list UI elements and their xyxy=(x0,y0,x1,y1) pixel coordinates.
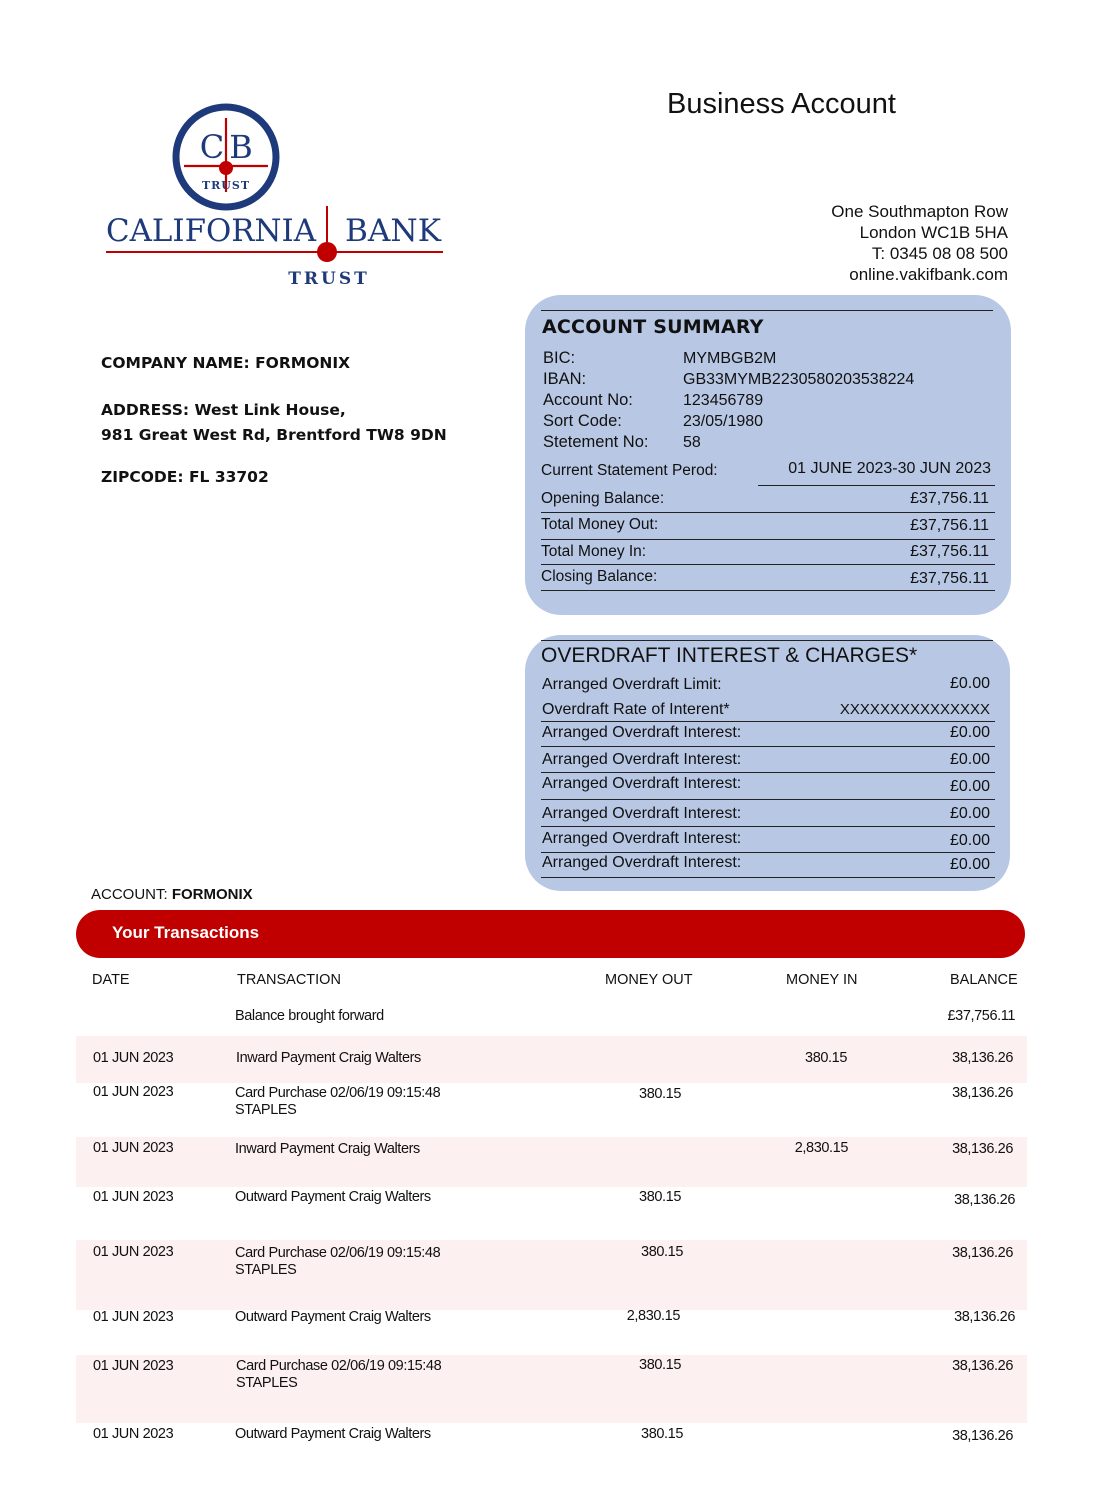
table-row-money-out: 380.15 xyxy=(641,1244,683,1260)
total-money-in-label: Total Money In: xyxy=(541,543,647,560)
bic-value: MYMBGB2M xyxy=(683,350,777,367)
table-row-date: 01 JUN 2023 xyxy=(93,1050,174,1066)
table-row-balance: 38,136.26 xyxy=(952,1141,1013,1157)
table-row-description: Inward Payment Craig Walters xyxy=(235,1141,420,1157)
table-row-description: Outward Payment Craig Walters xyxy=(235,1426,431,1442)
overdraft-rate-label: Overdraft Rate of Interent* xyxy=(542,701,730,718)
logo-monogram-b: B xyxy=(229,128,253,166)
opening-balance-label: Opening Balance: xyxy=(541,490,665,507)
table-row-description: Inward Payment Craig Walters xyxy=(236,1050,421,1066)
overdraft-limit-label: Arranged Overdraft Limit: xyxy=(542,676,722,693)
row-tint xyxy=(76,1355,1027,1423)
bank-website: online.vakifbank.com xyxy=(849,265,1008,284)
company-address xyxy=(101,398,447,448)
table-row-date: 01 JUN 2023 xyxy=(93,1426,174,1442)
bank-address-line: London WC1B 5HA xyxy=(859,223,1008,242)
table-row-date: 01 JUN 2023 xyxy=(93,1309,174,1325)
account-prefix: ACCOUNT: xyxy=(91,886,172,903)
divider xyxy=(541,640,993,641)
sort-code-label: Sort Code: xyxy=(543,412,622,430)
table-row-description: Outward Payment Craig Walters xyxy=(235,1309,431,1325)
statement-no-label: Stetement No: xyxy=(543,433,649,451)
row-tint xyxy=(76,1137,1027,1187)
closing-balance-label: Closing Balance: xyxy=(541,568,658,585)
overdraft-interest-value: £0.00 xyxy=(949,778,990,795)
logo-sub: TRUST xyxy=(288,269,370,289)
company-zipcode: ZIPCODE: FL 33702 xyxy=(101,468,269,486)
sort-code-value: 23/05/1980 xyxy=(683,413,764,430)
account-name: FORMONIX xyxy=(171,886,253,903)
table-row-date: 01 JUN 2023 xyxy=(93,1358,174,1374)
table-row-money-out: 2,830.15 xyxy=(626,1308,680,1324)
logo-monogram-sub: TRUST xyxy=(201,179,251,192)
overdraft-interest-value: £0.00 xyxy=(949,751,990,768)
table-row-date: 01 JUN 2023 xyxy=(93,1244,174,1260)
table-row-balance: £37,756.11 xyxy=(947,1008,1015,1024)
column-header-date: DATE xyxy=(92,972,130,988)
account-summary-heading: ACCOUNT SUMMARY xyxy=(542,316,764,338)
table-row-description-detail: STAPLES xyxy=(235,1262,297,1278)
bank-address-line: One Southmapton Row xyxy=(831,202,1008,221)
account-line xyxy=(91,886,253,903)
table-row-balance: 38,136.26 xyxy=(954,1192,1015,1208)
account-summary-panel xyxy=(525,295,1011,615)
statement-period-label: Current Statement Perod: xyxy=(541,462,718,479)
account-no-value: 123456789 xyxy=(683,392,764,409)
company-name: COMPANY NAME: FORMONIX xyxy=(101,354,351,372)
overdraft-interest-label: Arranged Overdraft Interest: xyxy=(542,830,742,847)
table-row-balance: 38,136.26 xyxy=(952,1050,1013,1066)
overdraft-interest-value: £0.00 xyxy=(949,805,990,822)
overdraft-rate-value: XXXXXXXXXXXXXXX xyxy=(839,701,990,718)
transactions-title: Your Transactions xyxy=(112,923,260,942)
overdraft-heading: OVERDRAFT INTEREST & CHARGES* xyxy=(541,644,918,667)
logo-name-left: CALIFORNIA xyxy=(106,213,317,249)
table-row-money-out: 380.15 xyxy=(639,1357,681,1373)
table-row-date: 01 JUN 2023 xyxy=(93,1189,174,1205)
bank-address xyxy=(831,201,1008,285)
statement-no-value: 58 xyxy=(683,434,701,451)
divider xyxy=(541,310,993,311)
logo-name-right: BANK xyxy=(345,213,442,249)
divider xyxy=(541,877,995,878)
total-money-out-value: £37,756.11 xyxy=(910,517,989,534)
table-row-money-out: 380.15 xyxy=(639,1086,681,1102)
divider xyxy=(541,512,995,513)
document-title: Business Account xyxy=(667,88,896,120)
table-row-description: Card Purchase 02/06/19 09:15:48 xyxy=(236,1358,442,1374)
divider xyxy=(758,485,995,486)
total-money-out-label: Total Money Out: xyxy=(541,516,659,533)
row-tint xyxy=(76,1036,1027,1083)
divider xyxy=(541,852,995,853)
table-row-description: Card Purchase 02/06/19 09:15:48 xyxy=(235,1245,441,1261)
iban-value: GB33MYMB2230580203538224 xyxy=(683,371,915,388)
table-row-money-in: 2,830.15 xyxy=(794,1140,848,1156)
table-row-description: Card Purchase 02/06/19 09:15:48 xyxy=(235,1085,441,1101)
opening-balance-value: £37,756.11 xyxy=(910,490,989,507)
table-row-money-out: 380.15 xyxy=(641,1426,683,1442)
column-header-balance: BALANCE xyxy=(950,972,1018,988)
divider xyxy=(541,772,995,773)
total-money-in-value: £37,756.11 xyxy=(910,543,989,560)
bank-logo xyxy=(100,100,450,295)
divider xyxy=(541,564,995,565)
column-header-money-out: MONEY OUT xyxy=(605,972,693,988)
table-row-description-detail: STAPLES xyxy=(235,1102,297,1118)
table-row-description-detail: STAPLES xyxy=(236,1375,298,1391)
table-row-money-in: 380.15 xyxy=(805,1050,847,1066)
table-row-balance: 38,136.26 xyxy=(952,1428,1013,1444)
overdraft-interest-value: £0.00 xyxy=(949,724,990,741)
row-tint xyxy=(76,1240,1027,1310)
table-row-money-out: 380.15 xyxy=(639,1189,681,1205)
column-header-transaction: TRANSACTION xyxy=(237,972,341,988)
bank-phone: T: 0345 08 08 500 xyxy=(871,244,1008,263)
overdraft-interest-label: Arranged Overdraft Interest: xyxy=(542,854,742,871)
column-header-money-in: MONEY IN xyxy=(786,972,858,988)
table-row-description: Balance brought forward xyxy=(235,1008,384,1024)
ampersand-icon xyxy=(317,242,337,262)
divider xyxy=(541,539,995,540)
overdraft-interest-label: Arranged Overdraft Interest: xyxy=(542,805,742,822)
overdraft-interest-value: £0.00 xyxy=(949,856,990,873)
account-no-label: Account No: xyxy=(543,391,633,409)
table-row-description: Outward Payment Craig Walters xyxy=(235,1189,431,1205)
table-row-balance: 38,136.26 xyxy=(952,1085,1013,1101)
bic-label: BIC: xyxy=(543,349,576,367)
divider xyxy=(541,721,995,722)
overdraft-interest-label: Arranged Overdraft Interest: xyxy=(542,724,742,741)
overdraft-interest-label: Arranged Overdraft Interest: xyxy=(542,751,742,768)
statement-period-value: 01 JUNE 2023-30 JUN 2023 xyxy=(788,460,991,477)
iban-label: IBAN: xyxy=(543,370,587,388)
divider xyxy=(541,799,995,800)
overdraft-limit-value: £0.00 xyxy=(949,675,990,692)
table-row-date: 01 JUN 2023 xyxy=(93,1084,174,1100)
divider xyxy=(541,590,995,591)
divider xyxy=(541,826,995,827)
company-address-line: ADDRESS: West Link House, xyxy=(101,401,346,419)
table-row-balance: 38,136.26 xyxy=(952,1358,1013,1374)
logo-monogram-c: C xyxy=(199,128,225,166)
overdraft-interest-label: Arranged Overdraft Interest: xyxy=(542,775,742,792)
company-address-line: 981 Great West Rd, Brentford TW8 9DN xyxy=(101,426,447,444)
overdraft-interest-value: £0.00 xyxy=(949,832,990,849)
table-row-balance: 38,136.26 xyxy=(952,1245,1013,1261)
table-row-date: 01 JUN 2023 xyxy=(93,1140,174,1156)
divider xyxy=(541,746,995,747)
closing-balance-value: £37,756.11 xyxy=(910,570,989,587)
table-row-balance: 38,136.26 xyxy=(954,1309,1015,1325)
